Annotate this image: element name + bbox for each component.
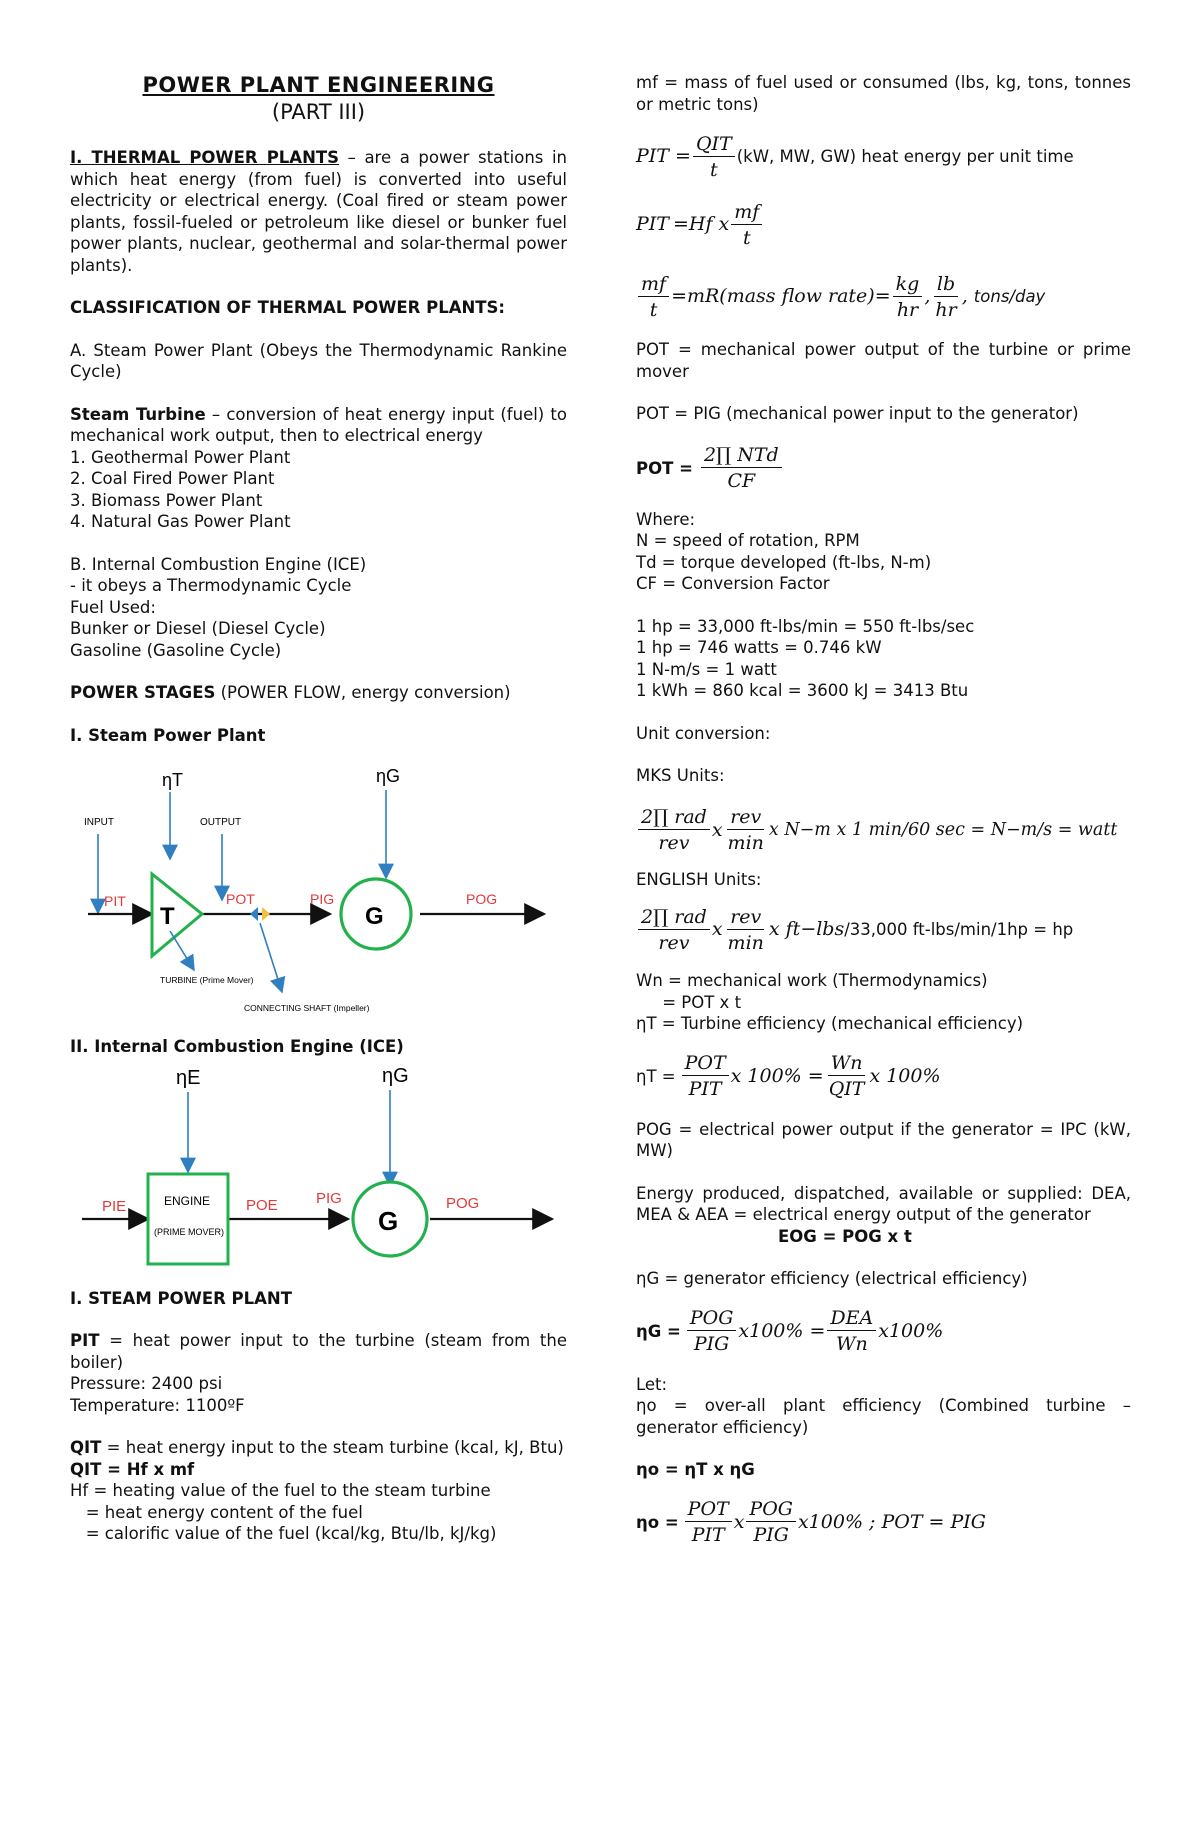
pot-definition: POT = mechanical power output of the turbine or prime mover: [636, 340, 1131, 381]
qit-eq-symbol: QIT: [70, 1459, 102, 1479]
pit-label: PIT: [104, 893, 126, 909]
eng-times: x: [711, 918, 723, 941]
fraction-denominator: hr: [896, 298, 919, 321]
left-column: [70, 72, 567, 1545]
prime-mover-label: (PRIME MOVER): [154, 1226, 225, 1237]
steam-power-plant-heading: I. STEAM POWER PLANT: [70, 1288, 292, 1308]
list-item: 3. Biomass Power Plant: [70, 490, 263, 510]
pit-text: = heat power input to the turbine (steam from the boiler): [70, 1331, 567, 1372]
mks-fraction-2: [725, 805, 767, 856]
pit-eq-lhs: PIT: [636, 145, 669, 168]
mks-times: x: [711, 818, 723, 841]
fraction-numerator: POT: [682, 1051, 729, 1076]
shaft-annotation-arrow: [260, 923, 282, 992]
etag-fraction-1: [687, 1306, 737, 1357]
pit-units: (kW, MW, GW) heat energy per unit time: [736, 147, 1074, 167]
steam-plant-diagram: [70, 746, 567, 1036]
fraction-numerator: POG: [746, 1497, 796, 1522]
shaft-coupling: [250, 907, 258, 921]
pog-label: POG: [466, 891, 498, 907]
pot-equation: [636, 439, 1131, 499]
turbine-letter: T: [160, 903, 175, 930]
unit-conversion-label: Unit conversion:: [636, 723, 771, 743]
steam-plant-text: A. Steam Power Plant (Obeys the Thermodynamic Rankine Cycle): [70, 340, 567, 381]
etao-fraction-2: [746, 1497, 796, 1548]
turbine-annotation: TURBINE (Prime Mover): [160, 975, 254, 985]
lb-hr-fraction: [932, 272, 959, 323]
steam-turbine-bold: Steam Turbine: [70, 404, 206, 424]
pot-pig-definition: POT = PIG (mechanical power input to the generator): [636, 404, 1079, 423]
qit-text: = heat energy input to the steam turbine (kcal, kJ, Btu): [101, 1438, 564, 1457]
fraction-numerator: rev: [727, 905, 764, 930]
ice-heading: II. Internal Combustion Engine (ICE): [70, 1037, 404, 1056]
hf-line: = heat energy content of the fuel: [70, 1502, 363, 1522]
ice-line: - it obeys a Thermodynamic Cycle: [70, 576, 352, 595]
pig2-label: PIG: [316, 1189, 342, 1207]
let-line: Let:: [636, 1374, 668, 1394]
etat-lhs: ηT =: [636, 1066, 676, 1086]
thermal-definition: [70, 147, 567, 276]
ice-generator-letter: G: [378, 1205, 399, 1236]
fraction-denominator: PIG: [693, 1333, 730, 1355]
pot-label: POT: [226, 891, 255, 907]
ice-diagram: [70, 1058, 567, 1288]
eta-t-label: ηT: [162, 770, 184, 790]
etat-tail: x 100%: [869, 1064, 941, 1087]
shaft-annotation: CONNECTING SHAFT (Impeller): [244, 1003, 370, 1013]
pog2-label: POG: [446, 1194, 480, 1212]
fraction-numerator: POG: [687, 1306, 737, 1331]
qit-equation: [70, 1459, 567, 1481]
steam-turbine-definition: [70, 404, 567, 447]
pog-definition: POG = electrical power output if the generator = IPC (kW, MW): [636, 1119, 1131, 1160]
where-line: CF = Conversion Factor: [636, 574, 830, 593]
etat-fraction-1: [682, 1051, 729, 1102]
fraction-numerator: 2∏ rad: [638, 805, 710, 830]
thermal-heading: I. THERMAL POWER PLANTS: [70, 148, 340, 167]
fraction-numerator: 2∏ rad: [638, 905, 710, 930]
shaft-coupling-right: [262, 907, 270, 921]
fraction-numerator: lb: [934, 272, 958, 297]
fraction-denominator: min: [727, 832, 764, 854]
list-item: 1. Geothermal Power Plant: [70, 447, 291, 467]
etat-mid: x 100% =: [730, 1064, 824, 1087]
pit-symbol: PIT: [70, 1331, 100, 1350]
mks-tail: x N−m x 1 min/60 sec = N−m/s = watt: [768, 819, 1118, 840]
generator-efficiency-equation: [636, 1302, 1131, 1362]
eng-tail-math: x ft−lbs: [768, 918, 845, 941]
document-subtitle: (PART III): [271, 100, 366, 124]
etao-lhs: ηo =: [636, 1512, 679, 1532]
turbine-efficiency-equation: [636, 1047, 1131, 1107]
pit-definition: [70, 1330, 567, 1373]
fraction-denominator: QIT: [828, 1078, 865, 1100]
mf-fraction: [638, 272, 669, 323]
mks-label: MKS Units:: [636, 766, 725, 785]
poe-label: POE: [246, 1196, 278, 1214]
eng-tail-text: /33,000 ft-lbs/min/1hp = hp: [844, 920, 1074, 940]
fraction-numerator: Wn: [828, 1051, 866, 1076]
ice-line: Fuel Used:: [70, 597, 156, 617]
conversion-line: 1 kWh = 860 kcal = 3600 kJ = 3413 Btu: [636, 681, 969, 700]
pig-label: PIG: [310, 891, 335, 907]
pot-fraction: [701, 443, 782, 494]
where-line: Td = torque developed (ft-lbs, N-m): [636, 552, 932, 572]
fraction-denominator: Wn: [835, 1333, 868, 1355]
etag-tail: x100%: [878, 1319, 944, 1342]
wn-line: ηT = Turbine efficiency (mechanical efficiency): [636, 1014, 1024, 1033]
fraction-denominator: t: [742, 226, 751, 249]
fraction-denominator: min: [727, 931, 764, 954]
overall-efficiency-product: ηo = ηT x ηG: [636, 1460, 755, 1479]
pit2-lhs: PIT: [636, 213, 669, 236]
etao-tail: x100% ; POT = PIG: [797, 1510, 986, 1533]
fraction-denominator: t: [649, 298, 658, 321]
conversion-line: 1 N-m/s = 1 watt: [636, 659, 777, 679]
pit2-fraction: [731, 200, 762, 251]
fraction-numerator: kg: [893, 272, 923, 297]
temperature-text: Temperature: 1100ºF: [70, 1395, 245, 1415]
mass-flow-equation: $\frac{mf}{t}$ =mR(mass flow rate)= $\frac{kg}{hr}$ , $\frac{lb}{hr}$ , tons/day: [636, 267, 1131, 327]
output-label: OUTPUT: [200, 817, 242, 828]
pit-equation: PIT = $\frac{\text{QIT}}{t}$ (kW, MW, GW) heat energy per unit time: [636, 132, 1074, 181]
conversion-line: 1 hp = 33,000 ft-lbs/min = 550 ft-lbs/sec: [636, 616, 975, 636]
document-title: POWER PLANT ENGINEERING: [142, 73, 495, 97]
power-stages: [70, 682, 567, 704]
overall-efficiency-equation: [636, 1493, 1131, 1553]
eta-e-label: ηE: [176, 1066, 201, 1089]
fraction-numerator: mf: [731, 200, 762, 225]
kg-hr-fraction: [893, 272, 923, 323]
energy-definition: Energy produced, dispatched, available or supplied: DEA, MEA & AEA = electrical energy output of the generator: [636, 1183, 1131, 1224]
list-item: 4. Natural Gas Power Plant: [70, 512, 291, 531]
wn-line: = POT x t: [636, 992, 742, 1012]
ice-line: B. Internal Combustion Engine (ICE): [70, 554, 367, 574]
fraction-denominator: PIT: [691, 1524, 725, 1546]
engine-label: ENGINE: [164, 1193, 211, 1208]
fraction-denominator: rev: [658, 832, 690, 854]
fraction-denominator: CF: [727, 470, 756, 492]
where-line: N = speed of rotation, RPM: [636, 531, 860, 550]
conversion-line: 1 hp = 746 watts = 0.746 kW: [636, 638, 882, 657]
etat-fraction-2: [826, 1051, 868, 1102]
fraction-numerator: DEA: [827, 1306, 876, 1331]
power-stages-text: (POWER FLOW, energy conversion): [215, 683, 511, 702]
ice-line: Gasoline (Gasoline Cycle): [70, 640, 282, 660]
etag-fraction-2: [827, 1306, 876, 1357]
turbine-annotation-arrow: [170, 931, 194, 970]
right-column: [636, 72, 1131, 1553]
eng-fraction-2: [725, 905, 767, 956]
thermal-text: – are a power stations in which heat energy (from fuel) is converted into useful electricity or electrical energy. (Coal fired or steam power plants, fossil-fueled or petroleum like diesel or bunker fuel power plants, nuclear, geothermal and solar-thermal power plants).: [70, 148, 567, 275]
hf-line: = calorific value of the fuel (kcal/kg, Btu/lb, kJ/kg): [70, 1524, 497, 1543]
mf-mid: =mR(mass flow rate)=: [671, 285, 891, 308]
eng-fraction-1: [638, 905, 710, 956]
etao-fraction-1: [685, 1497, 732, 1548]
pressure-text: Pressure: 2400 psi: [70, 1374, 223, 1393]
power-stages-bold: POWER STAGES: [70, 683, 216, 702]
english-equation: [636, 900, 1131, 960]
eog-equation: EOG = POG x t: [778, 1226, 912, 1246]
steam-plant-heading: I. Steam Power Plant: [70, 725, 266, 745]
generator-letter: G: [365, 903, 384, 930]
ice-line: Bunker or Diesel (Diesel Cycle): [70, 619, 326, 638]
fraction-denominator: hr: [935, 298, 957, 321]
where-line: Where:: [636, 509, 696, 529]
pot-eq-lhs: POT =: [636, 458, 693, 478]
fraction-denominator: PIG: [753, 1524, 789, 1546]
fraction-denominator: PIT: [688, 1078, 722, 1100]
fraction-numerator: QIT: [693, 132, 735, 157]
etao-times: x: [733, 1510, 745, 1533]
mks-equation: [636, 801, 1131, 861]
etag-lhs: ηG =: [636, 1321, 681, 1341]
input-label: INPUT: [84, 817, 114, 828]
eta-g2-label: ηG: [382, 1064, 409, 1087]
etag-mid: x100% =: [738, 1319, 826, 1342]
pit-hf-equation: [636, 195, 1131, 255]
fraction-numerator: POT: [685, 1497, 732, 1522]
fraction-numerator: rev: [727, 805, 764, 830]
let-line: ηo = over-all plant efficiency (Combined turbine – generator efficiency): [636, 1396, 1131, 1437]
wn-line: Wn = mechanical work (Thermodynamics): [636, 971, 988, 990]
classification-heading: CLASSIFICATION OF THERMAL POWER PLANTS:: [70, 298, 506, 317]
fraction-numerator: 2∏ NTd: [701, 443, 782, 468]
pie-label: PIE: [102, 1197, 127, 1215]
eta-g-label: ηG: [376, 766, 401, 786]
pit2-mid: =Hf x: [672, 213, 730, 236]
qit-symbol: QIT: [70, 1438, 102, 1457]
pit-fraction: [693, 132, 735, 183]
tons-per-day: tons/day: [973, 287, 1046, 307]
hf-line: Hf = heating value of the fuel to the steam turbine: [70, 1481, 491, 1500]
mks-fraction-1: [638, 805, 710, 856]
mf-definition: mf = mass of fuel used or consumed (lbs, kg, tons, tonnes or metric tons): [636, 73, 1131, 114]
fraction-denominator: t: [710, 158, 718, 181]
steam-turbine-text: – conversion of heat energy input (fuel) to mechanical work output, then to electrical energy: [70, 404, 567, 445]
list-item: 2. Coal Fired Power Plant: [70, 469, 275, 488]
generator-efficiency-definition: ηG = generator efficiency (electrical efficiency): [636, 1269, 1028, 1288]
fraction-numerator: mf: [638, 272, 669, 297]
english-label: ENGLISH Units:: [636, 869, 762, 889]
qit-eq-text: = Hf x mf: [101, 1459, 195, 1479]
fraction-denominator: rev: [658, 931, 690, 954]
engine-box: [148, 1174, 228, 1264]
qit-definition: [70, 1437, 567, 1459]
